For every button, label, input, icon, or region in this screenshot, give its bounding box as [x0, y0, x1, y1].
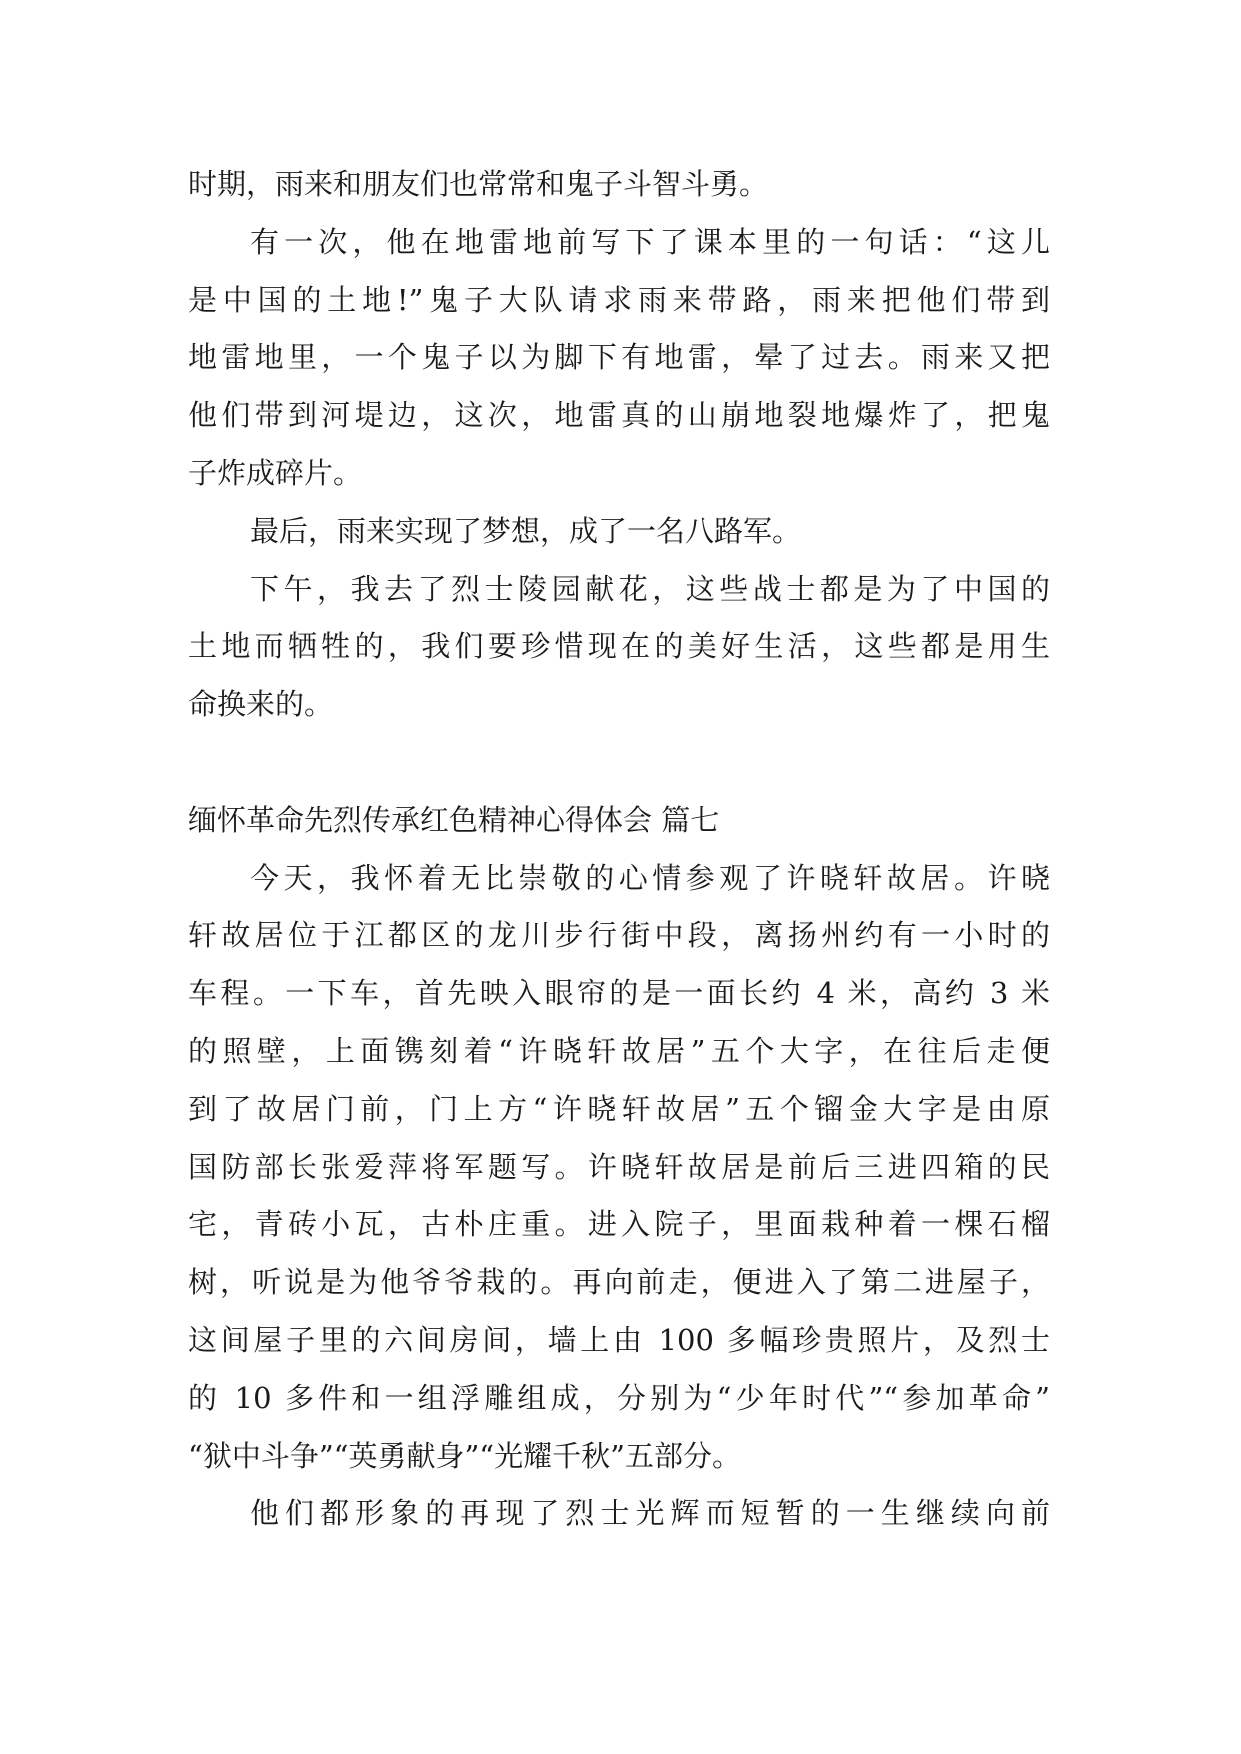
text-line: 最后，雨来实现了梦想，成了一名八路军。: [250, 513, 802, 548]
text-line: 车程。一下车，首先映入眼帘的是一面长约 4 米，高约 3 米: [188, 976, 1050, 1011]
text-line: 宅，青砖小瓦，古朴庄重。进入院子，里面栽种着一棵石榴: [188, 1207, 1050, 1242]
text-line: 轩故居位于江都区的龙川步行街中段，离扬州约有一小时的: [188, 918, 1050, 953]
section-spacer: [188, 734, 1050, 792]
text-line: 有一次，他在地雷地前写下了课本里的一句话：“这儿: [250, 224, 1050, 259]
text-line: 是中国的土地!”鬼子大队请求雨来带路，雨来把他们带到: [188, 282, 1050, 317]
text-line: 命换来的。: [188, 687, 334, 722]
text-line: 到了故居门前，门上方“许晓轩故居”五个镏金大字是由原: [188, 1091, 1050, 1126]
text-line: 的照壁，上面镌刻着“许晓轩故居”五个大字，在往后走便: [188, 1033, 1050, 1068]
paragraph: [188, 850, 1050, 1486]
text-line: 今天，我怀着无比崇敬的心情参观了许晓轩故居。许晓: [250, 860, 1050, 895]
text-line: 这间屋子里的六间房间，墙上由 100 多幅珍贵照片，及烈士: [188, 1322, 1050, 1357]
text-line: 下午，我去了烈士陵园献花，这些战士都是为了中国的: [250, 571, 1050, 606]
paragraph: [188, 214, 1050, 503]
text-line: 时期，雨来和朋友们也常常和鬼子斗智斗勇。: [188, 167, 769, 201]
text-line: 地雷地里，一个鬼子以为脚下有地雷，晕了过去。雨来又把: [188, 340, 1050, 375]
paragraph: [188, 1485, 1050, 1543]
paragraph: [188, 156, 1050, 214]
text-line: 树，听说是为他爷爷栽的。再向前走，便进入了第二进屋子，: [188, 1265, 1050, 1300]
text-line: 土地而牺牲的，我们要珍惜现在的美好生活，这些都是用生: [188, 629, 1050, 664]
text-line: 子炸成碎片。: [188, 455, 363, 490]
text-line: 他们带到河堤边，这次，地雷真的山崩地裂地爆炸了，把鬼: [188, 398, 1050, 433]
paragraph: [188, 561, 1050, 734]
paragraph: [188, 503, 1050, 561]
text-line: 的 10 多件和一组浮雕组成，分别为“少年时代”“参加革命”: [188, 1380, 1050, 1415]
section-heading: 缅怀革命先烈传承红色精神心得体会 篇七: [188, 802, 720, 837]
text-line: 国防部长张爱萍将军题写。许晓轩故居是前后三进四箱的民: [188, 1149, 1050, 1184]
text-line: “狱中斗争”“英勇献身”“光耀千秋”五部分。: [188, 1438, 741, 1473]
text-line: 他们都形象的再现了烈士光辉而短暂的一生继续向前: [250, 1496, 1050, 1531]
document-page: [188, 156, 1050, 1543]
